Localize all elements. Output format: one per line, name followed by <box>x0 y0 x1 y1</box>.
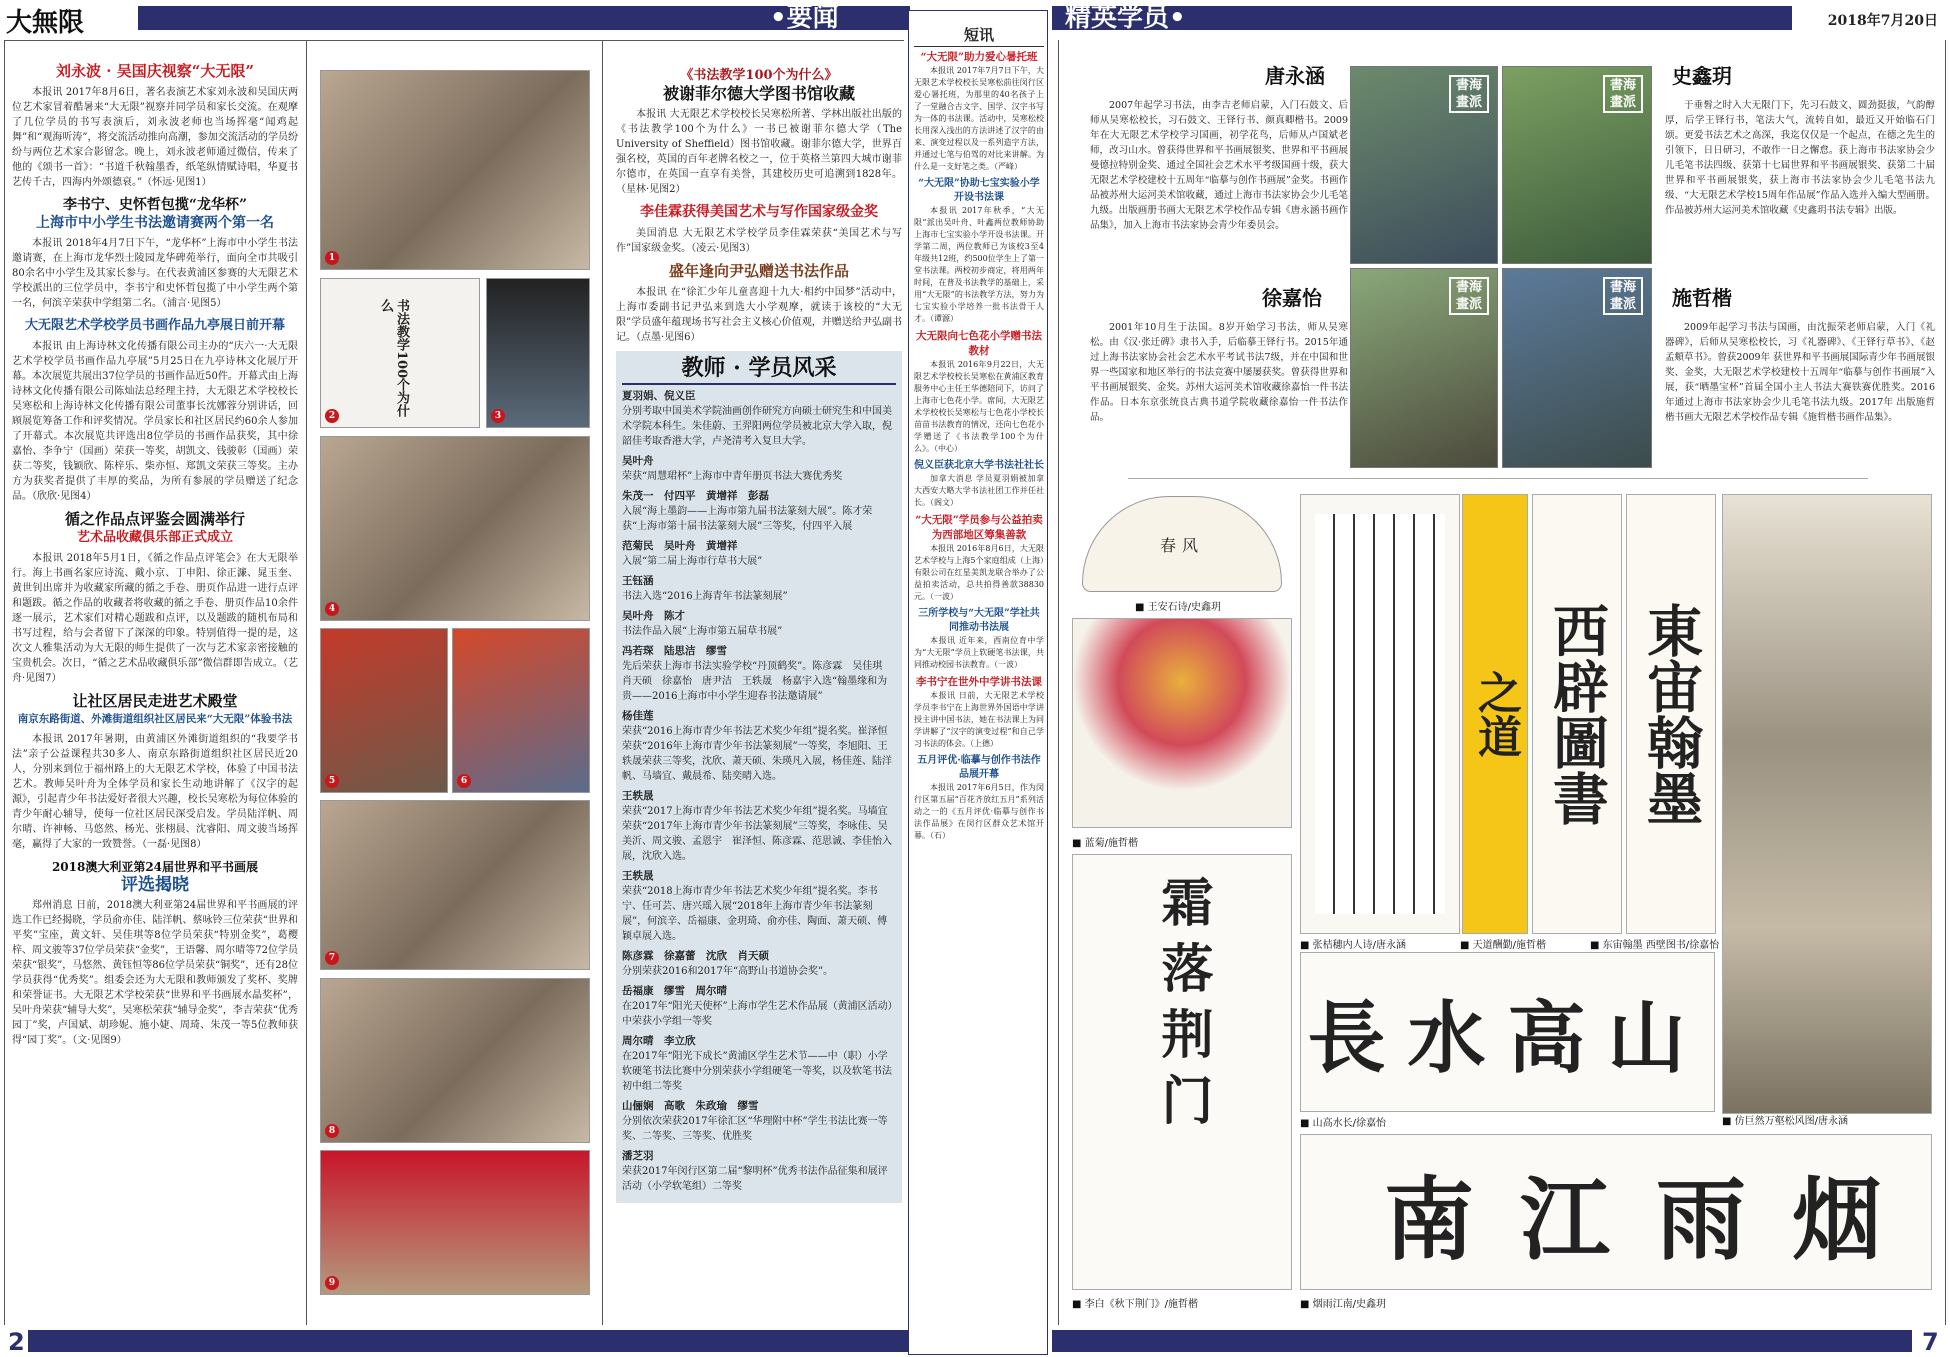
teacher-entry <box>622 539 896 569</box>
student-bio-shizhekai: 2009年起学习书法与国画，由沈振荣老师启蒙，入门《礼器碑》，后师从吴寒松校长，习《礼器碑》、《王铎行草书》、《赵孟頫草书》。曾获2009年 获世界和平书画展国际青少年书画展银奖、金奖，大无限艺术学校建校十五周年“临摹与创作书画展”入展，获“晒墨宝杯”首届全国小主人书法大赛铁赛优胜奖。2016年通过上海市书法家协会少儿毛笔书法九级。2017年 出版施哲楷书画大无限艺术学校作品专辑《施哲楷书画作品集》。 <box>1665 322 1935 423</box>
photo-1: 1 <box>320 70 590 270</box>
artwork-fan <box>1072 494 1292 594</box>
short-news-title: 短讯 <box>914 24 1044 47</box>
teacher-entry-text: 在2017年“阳光下成长”黄浦区学生艺术节——中（职）小学软硬笔书法比赛中分别荣获小学组硬笔一等奖，以及软笔书法初中组二等奖 <box>622 1051 892 1092</box>
teacher-entry-text: 荣获“2018上海市青少年书法艺术奖少年组”提名奖。李书宁、任可芸、唐兴瑶入展“2018年上海市青少年书法篆刻展”，何滨辛、岳福康、金玥琦、俞亦佳、陶面、萧天硕、傅颖卓展入选。 <box>622 886 888 942</box>
portrait-shi <box>1502 66 1652 264</box>
column-1 <box>12 62 298 1324</box>
short-news-headline: “大无限”助力爱心暑托班 <box>920 51 1038 63</box>
student-name-shizhekai: 施哲楷 <box>1672 286 1732 310</box>
teacher-entry-name: 陈彦霖 徐嘉蕾 沈欣 肖天硕 <box>622 950 769 962</box>
teachers-list <box>622 389 896 1194</box>
divider-col2 <box>602 40 603 1325</box>
photo-9: 9 <box>320 1150 590 1295</box>
article-b3-body: 本报讯 在“徐汇少年儿童喜迎十九大·相约中国梦”活动中，上海市委副书记尹弘来到选大小学观摩，就读于该校的“大无限”学员盛年蕴现场书写社会主义核心价值观，并赠送给尹弘副书记。（点墨·见图6） <box>616 287 902 343</box>
article-b3-title: 盛年逢向尹弘赠送书法作品 <box>668 262 849 280</box>
article-b2-body: 美国消息 大无限艺术学校学员李佳霖荣获“美国艺术与写作”国家级金奖。（凌云·见图3） <box>616 228 902 254</box>
article-3-body: 本报讯 由上海诗林文化传播有限公司主办的“庆六一·大无限艺术学校学员书画作品九亭展”5月25日在九亭诗林文化展厅开幕。本次展览共展出37位学员的书画作品近50件。开幕式由上海诗林文化传播有限公司陈灿法总经理主持，大无限艺术学校校长吴寒松和上海诗林文化传播有限公司董事长沈娜蓉分别讲话，回顾展览筹备工作和评奖情况。学员家长和社区居民约60余人参加了开幕式。本次展览共评选出8位学员的书画作品获奖，其中徐嘉怡、李争宁（国画）荣获一等奖，胡凯文、钱骏彰（国画）荣获二等奖，钱颖欣、陈梓乐、柴亦恒、郑凯文荣获三等奖。主办方为获奖者提供了丰厚的奖品，为所有参展的学员赠送了纪念品。（欣欣·见图4） <box>12 341 298 502</box>
teacher-entry-text: 书法入选“2016上海青年书法篆刻展” <box>622 591 788 602</box>
article-3-title: 大无限艺术学校学员书画作品九亭展日前开幕 <box>24 318 285 333</box>
teacher-entry <box>622 949 896 979</box>
article-5-body: 本报讯 2017年暑期，由黄浦区外滩街道组织的“我要学书法”亲子公益课程共30多人、南京东路街道组织社区居民近20人，分别来到位于福州路上的大无限艺术学校，体验了中国书法艺术。教师吴叶舟为全体学员和家长生动地讲解了《汉字的起源》，引起青少年书法爱好者很大兴趣，校长吴寒松为每位体验的青少年耐心辅导，使每一位社区居民深受启发。学员陆洋帆、周尔晴、许神畅、马悠然、杨光、张栩晨、沈睿阳、周文骏当场挥毫，赢得了大家的一致赞誉。（一磊·见图8） <box>12 734 298 850</box>
artwork-yellow <box>1462 494 1528 934</box>
photo-8: 8 <box>320 978 590 1143</box>
short-news-body: 本报讯 近年来，西南位育中学为“大无限”学员上软硬笔书法课，共同推动校园书法教育。（一波） <box>914 636 1044 669</box>
article-6-body: 郑州消息 日前，2018澳大利亚第24届世界和平书画展的评选工作已经揭晓，学员俞亦佳、陆洋帆、蔡咏铃三位荣获“世界和平奖”宝座，黄文轩、吴佳琪等8位学员荣获“特别金奖”，葛樱梓、周文骏等37位学员荣获“金奖”，王语馨、周尔晴等72位学员荣获“银奖”，马悠然、黄钰恒等86位学员荣获“铜奖”，还有28位学员获得“优秀奖”。组委会还为大无限和教师颁发了奖杯、奖牌和荣誉证书。大无限艺术学校荣获“世界和平书画展水晶奖杯”，吴叶舟荣获“辅导大奖”，吴寒松荣获“辅导金奖”，李吉荣获“优秀园丁”奖，卢国斌、胡珍妮、施小婕、周琦、朱茂一等5位教师获得“园丁奖”。（文·见图9） <box>12 900 298 1046</box>
caption-fan: ■ 王安石诗/史鑫玥 <box>1135 602 1221 613</box>
teacher-entry-name: 范菊民 吴叶舟 黄增祥 <box>622 540 738 552</box>
teacher-entry <box>622 1034 896 1094</box>
teacher-entry-text: 在2017年“阳光天使杯”上海市学生艺术作品展（黄浦区活动）中荣获小学组一等奖 <box>622 1001 893 1027</box>
teacher-entry-text: 荣获“2017上海市青少年书法艺术奖少年组”提名奖。马墙宜荣获“2017年上海市青少年书法篆刻展”三等奖，李咏佳、吴美沂、周文骏、孟恩宇 崔泽恒、陈彦霖、范思诚、李佳怡入展，沈欣入选。 <box>622 806 892 862</box>
article-5-title: 让社区居民走进艺术殿堂 <box>72 692 238 710</box>
badge-shi-zhekai: 書海畫派 <box>1603 277 1643 315</box>
portrait-shi-zhekai <box>1502 268 1652 468</box>
teacher-entry <box>622 489 896 534</box>
page-number-left: 2 <box>8 1328 25 1356</box>
teacher-entry <box>622 984 896 1029</box>
frame-top <box>4 40 904 41</box>
caption-stele: ■ 张桔穗内人诗/唐永涵 <box>1300 940 1406 951</box>
badge-tang: 書海畫派 <box>1449 75 1489 113</box>
short-news-column <box>914 24 1044 1324</box>
teacher-entry-name: 王轶晟 <box>622 870 654 882</box>
student-name-xu: 徐嘉怡 <box>1262 286 1322 310</box>
shanshui-calligraphy: 長水高山 <box>1307 993 1708 1084</box>
photo-7: 7 <box>320 800 590 970</box>
teacher-entry-text: 入展“第二届上海市行草书大展” <box>622 556 763 567</box>
caption-poem: ■ 李白《秋下荆门》/施哲楷 <box>1072 1299 1198 1310</box>
masthead-logo: 大無限 <box>6 8 85 38</box>
yanyu-calligraphy: 南江雨烟 <box>1384 1167 1928 1273</box>
teacher-entry-name: 山俪娴 高歌 朱政瑜 缪雪 <box>622 1100 759 1112</box>
teacher-entry <box>622 574 896 604</box>
portrait-tang <box>1350 66 1498 264</box>
teacher-entry <box>622 644 896 704</box>
section-title-right: 精英学员• <box>1065 3 1186 33</box>
badge-xu: 書海畫派 <box>1449 277 1489 315</box>
student-name-tang: 唐永涵 <box>1265 64 1325 88</box>
teacher-entry-text: 荣获2017年闵行区第二届“黎明杯”优秀书法作品征集和展评活动（小学软笔组）二等奖 <box>622 1166 888 1192</box>
divider-col1 <box>306 40 307 1325</box>
short-news-headline: 倪义臣获北京大学书法社社长 <box>914 460 1044 471</box>
student-name-shi: 史鑫玥 <box>1672 64 1732 88</box>
artwork-basket <box>1072 618 1292 828</box>
frame-left <box>4 40 5 1325</box>
photo-3: 3 <box>486 278 590 428</box>
caption-shanshui: ■ 山高水长/徐嘉怡 <box>1300 1118 1386 1129</box>
short-news-body: 本报讯 2017年6月5日，作为闵行区第五届“百花齐放红五月”系列活动之一的《五月评优·临摹与创作书法作品展》在闵行区群众艺术馆开幕。（石） <box>914 783 1044 840</box>
teacher-entry <box>622 869 896 944</box>
teacher-entry-text: 荣获“2016上海市青少年书法艺术奖少年组”提名奖。崔泽恒荣获“2016年上海市青少年书法篆刻展”一等奖，李旭阳、王轶晟荣获三等奖，沈欣、萧天硕、朱瑛凡入展，杨佳莲、陆洋帆、马墙宜、戴晨希、陆奕晴入选。 <box>622 726 892 782</box>
artwork-stele <box>1300 494 1460 934</box>
short-news-headline: 李书宁在世外中学讲书法课 <box>916 676 1042 688</box>
portrait-xu <box>1350 268 1498 468</box>
article-5-subtitle: 南京东路街道、外滩街道组织社区居民来“大无限”体验书法 <box>17 713 293 725</box>
short-news-body: 本报讯 2017年秋季，“大无限”派出吴叶舟、叶鑫两位教师协助上海市七宝实验小学开设书法课。开学第二周，两位教师已为该校3至4年级共12班，约500位学生上了第一堂书法课。两校初步商定，将用两年时间，在普及书法教学的基础上，采用“大无限”的书法教学方法，努力为七宝实验小学培养一批书法骨干人才。（谭源） <box>914 206 1044 323</box>
artwork-landscape <box>1722 494 1932 1114</box>
teacher-entry <box>622 1099 896 1144</box>
article-1-body: 本报讯 2017年8月6日，著名表演艺术家刘永波和吴国庆两位艺术家冒着酷暑来“大无限”视察并同学员和家长交流。在观摩了几位学员的书写表演后，刘永波老师也当场挥毫“闻鸡起舞”和“观海听涛”，将交流活动推向高潮，参加交流活动的学员纷纷与两位艺术家合影留念。晚上，刘永波老师通过微信，传来了他的《颂书一首》：“书道千秋翰墨香，纸笔纵情赋诗唱，华夏书艺传千古，四海内外颂德衰。”（怀远·见图1） <box>12 87 298 188</box>
caption-east: ■ 东宙翰墨 西壁图书/徐嘉怡 <box>1590 940 1720 951</box>
artwork-poem <box>1072 854 1292 1290</box>
footer-bar-left <box>28 1330 908 1352</box>
east-calligraphy: 東宙翰墨 <box>1638 602 1704 826</box>
teacher-entry-name: 夏羽娟、倪义臣 <box>622 390 696 402</box>
photo-4: 4 <box>320 436 590 621</box>
article-4-body: 本报讯 2018年5月1日，《循之作品点评笔会》在大无限举行。海上书画名家应诗流、戴小京、丁申阳、徐正濂、晁玉奎、黄世钊出席并为收藏家所藏的循之手卷、册页作品进一进行点评和题跋。循之作品的收藏者将收藏的循之手卷、册页作品10余件逐一展示，艺术家们对精心题跋和点评，以及题跋的随机布局和书写过程，给与会者留下了深深的印象。特别值得一提的是，这次文人雅集活动为大无限的师生提供了一次与艺术家亲密接触的宝贵机会。次日，“循之艺术品收藏俱乐部”微信群即告成立。（艺舟·见图7） <box>12 553 298 684</box>
photo-5: 5 <box>320 628 448 793</box>
teacher-entry-name: 潘芝羽 <box>622 1150 654 1162</box>
caption-yanyu: ■ 烟雨江南/史鑫玥 <box>1300 1299 1386 1310</box>
teacher-entry-name: 王钰涵 <box>622 575 654 587</box>
photo-2-book: 书法教学100个为什么 2 <box>320 278 480 428</box>
short-news-body: 本报讯 日前，大无限艺术学校学员李书宁在上海世界外国语中学讲授主讲中国书法，她在书法课上为同学讲解了“汉字的演变过程”和自己学习书法的体会。（上德） <box>914 691 1044 748</box>
artwork-west <box>1532 494 1622 934</box>
footer-bar-right <box>1052 1330 1912 1352</box>
short-news-headline: 大无限向七色花小学赠书法教材 <box>916 330 1042 357</box>
short-news-headline: “大无限”学员参与公益拍卖为西部地区筹集善款 <box>915 514 1043 541</box>
teacher-entry-text: 书法作品入展“上海市第五届草书展” <box>622 626 783 637</box>
caption-landscape: ■ 仿巨然万壑松风图/唐永涵 <box>1722 1116 1848 1127</box>
article-4-subtitle: 艺术品收藏俱乐部正式成立 <box>76 530 233 545</box>
teacher-entry-name: 岳福康 缪雪 周尔晴 <box>622 985 727 997</box>
article-6-subtitle: 评选揭晓 <box>121 875 189 895</box>
teacher-entry <box>622 609 896 639</box>
teacher-entry-text: 荣获“周慧珺杯”上海市中青年册页书法大赛优秀奖 <box>622 471 843 482</box>
student-bio-tang: 2007年起学习书法，由李吉老师启蒙，入门石鼓文、后师从吴寒松校长，习石鼓文、王铎行书、颜真卿楷书。2009年在大无限艺术学校学习国画，初学花鸟，后师从卢国斌老师，改习山水。曾获得世界和平书画展银奖、世界和平书画展曼德拉特别金奖、通过全国社会艺术水平考级国画十级，获大无限艺术学校建校十五周年“临摹与创作书画展”金奖。书画作品被苏州大运河美术馆收藏，通过上海市书法家协会少儿毛笔九级。出版画册书画大无限艺术学校作品专辑《唐永涵书画作品集》，加入上海市书法家协会青少年委员会。 <box>1090 100 1348 231</box>
short-news-body: 加拿大消息 学员夏羽娟被加拿大西安大略大学书法社团工作并任社长。（阁文） <box>914 474 1044 507</box>
teacher-entry-text: 分别依次荣获2017年徐汇区“华理附中杯”学生书法比赛一等奖、二等奖、三等奖、优胜奖 <box>622 1116 888 1142</box>
article-2-title: 李书宁、史怀哲包揽“龙华杯” <box>62 197 248 213</box>
badge-shi: 書海畫派 <box>1603 75 1643 113</box>
book-cover-title: 书法教学100个为什么 <box>378 299 409 418</box>
teacher-entry-name: 周尔晴 李立欣 <box>622 1035 696 1047</box>
article-6-title: 2018澳大利亚第24届世界和平书画展 <box>51 860 259 874</box>
fan-calligraphy: 春风 <box>1082 496 1282 592</box>
short-news-list <box>914 50 1044 842</box>
article-1-title: 刘永波 · 吴国庆视察“大无限” <box>56 62 254 80</box>
caption-basket: ■ 蓝菊/施哲楷 <box>1072 838 1138 849</box>
artwork-east <box>1626 494 1716 934</box>
short-news-headline: 三所学校与“大无限”学社共同推动书法展 <box>918 608 1040 633</box>
teacher-entry-name: 冯若琛 陆思洁 缪雪 <box>622 645 727 657</box>
section-divider <box>1128 478 1868 479</box>
frame-right <box>1945 40 1946 1325</box>
column-3 <box>616 66 902 1324</box>
teacher-entry-text: 分别考取中国美术学院油画创作研究方向硕士研究生和中国美术学院本科生。朱佳蔚、王羿阳两位学员被北京大学入取，倪韶佳考取香港大学，卢尧清考入复旦大学。 <box>622 406 892 447</box>
teachers-section <box>616 351 902 1203</box>
short-news-headline: “大无限”协助七宝实验小学开设书法课 <box>918 178 1040 203</box>
artwork-shanshui <box>1300 952 1715 1112</box>
article-b1-body: 本报讯 大无限艺术学校校长吴寒松所著、学林出版社出版的《书法教学100个为什么》一书已被谢菲尔德大学（The University of Sheffield）图书馆收藏。谢菲尔德大学，世界百强名校，英国的百年老牌名校之一，位于英格兰第四大城市谢菲尔德市，在英国一直享有美誉，其建校历史可追溯到1828年。（星林·见图2） <box>616 109 902 195</box>
student-bio-shi: 于垂髫之时入大无限门下，先习石鼓文、圆劲挺拔，气韵醇厚，后学王铎行书，笔法大气，流转自如，最近又开始临石门颂。更爱书法艺术之高深，我迄仅仅是一个起点，在德之先生的引领下，日日研习，不敢作一日之懈怠。获上海市书法家协会少儿毛笔书法四级、获第十七届世界和平书画展银奖、获第二十届世界和平书画展银奖，获上海市书法家协会少儿毛笔书法九级、“大无限艺术学校15周年作品展”作品入选并入编大型画册。作品被苏州大运河美术馆收藏《史鑫玥书法专辑》出版。 <box>1665 100 1935 216</box>
article-2-subtitle: 上海市中小学生书法邀请赛两个第一名 <box>36 215 274 231</box>
yellow-calligraphy: 之道 <box>1470 670 1521 758</box>
photo-6: 6 <box>452 628 590 793</box>
issue-date: 2018年7月20日 <box>1827 13 1938 29</box>
west-calligraphy: 西辟圖書 <box>1544 602 1610 826</box>
page-number-right: 7 <box>1922 1328 1939 1356</box>
teacher-entry <box>622 1149 896 1194</box>
short-news-body: 本报讯 2016年9月22日，大无限艺术学校校长吴寒松在黄浦区教育服务中心主任王华德陪同下，访问了上海市七色花小学。席间，大无限艺术学校校长吴寒松与七色花小学校长苗苗书法教育的情况，还向七色花小学赠送了《书法教学100个为什么》。（中心） <box>914 360 1044 453</box>
teacher-entry-text: 分别荣获2016和2017年“高野山书道协会奖”。 <box>622 966 834 977</box>
teacher-entry-name: 吴叶舟 陈才 <box>622 610 685 622</box>
article-b2-title: 李佳霖获得美国艺术与写作国家级金奖 <box>640 204 878 220</box>
teachers-section-title: 教师 · 学员风采 <box>622 353 896 385</box>
divider-col3 <box>1058 40 1059 1325</box>
teacher-entry-text: 先后荣获上海市书法实验学校“丹顶鹤奖”。陈彦霖 吴佳琪 肖天硕 徐嘉怡 唐尹洁 王轶晟 杨嘉宇入选“翰墨缘和为贵——2016上海市中小学生迎春书法邀请展” <box>622 661 893 702</box>
teacher-entry <box>622 709 896 784</box>
article-b1-subtitle: 被谢菲尔德大学图书馆收藏 <box>662 84 855 103</box>
short-news-headline: 五月评优·临摹与创作书法作品展开幕 <box>917 755 1041 780</box>
teacher-entry-name: 王轶晟 <box>622 790 654 802</box>
teacher-entry <box>622 389 896 449</box>
article-2-body: 本报讯 2018年4月7日下午，“龙华杯”上海市中小学生书法邀请赛，在上海市龙华烈士陵园龙华碑苑举行，面向全市共吸引80余名中小学生及其家长参与。在代表黄浦区参赛的大无限艺术学校派出的三位学员中，李书宁和史怀哲包揽了中小学生两个第一名，何滨辛荣获中学组第二名。（浦言·见图5） <box>12 238 298 309</box>
artwork-yanyu <box>1300 1134 1932 1290</box>
caption-yellow: ■ 天道酬勤/施哲楷 <box>1460 940 1546 951</box>
teacher-entry-text: 入展“海上墨韵——上海市第九届书法篆刻大展”。陈才荣获“上海市第十届书法篆刻大展”三等奖，付四平入展 <box>622 506 873 532</box>
student-bio-xu: 2001年10月生于法国。8岁开始学习书法，师从吴寒松。由《汉·张迁碑》隶书入手，后临摹王铎行书。2015年通过上海书法家协会社会艺术水平考试书法7级，并在中国和世界一些国家和地区举行的书法竞赛中屡屡获奖。曾获得世界和平书画展银奖、金奖。苏州大运河美术馆收藏徐嘉怡一件书法作品。日本东京张统良古典书道学院收藏徐嘉怡一件书法作品。 <box>1090 322 1348 423</box>
teacher-entry-name: 朱茂一 付四平 黄增祥 彭磊 <box>622 490 769 502</box>
teacher-entry-name: 吴叶舟 <box>622 455 654 467</box>
teacher-entry-name: 杨佳莲 <box>622 710 654 722</box>
teacher-entry <box>622 454 896 484</box>
teacher-entry <box>622 789 896 864</box>
article-b1-title: 《书法教学100个为什么》 <box>680 68 838 83</box>
article-4-title: 循之作品点评鉴会圆满举行 <box>64 510 245 528</box>
section-title-left: •要闻 <box>770 3 839 33</box>
poem-calligraphy: 霜落荆门 <box>1152 875 1213 1139</box>
short-news-body: 本报讯 2017年7月7日下午，大无限艺术学校校长吴寒松前往闵行区爱心暑托班，为那里的40名孩子上了一堂融合古文字、国学、汉字书写为一体的书法课。活动中，吴寒松校长用深入浅出的方法讲述了汉字的由来、演变过程以及一系列造字方法，并通过七笔与伯驾的对比来讲解。为什么是一支好笔之类。（严峰） <box>914 66 1044 171</box>
short-news-body: 本报讯 2016年8月6日，大无限艺术学校与上海5个家庭组成（上海）有限公司在红星美凯龙联合举办了公益拍卖活动，总共拍得善款38830元。（一波） <box>914 544 1044 601</box>
